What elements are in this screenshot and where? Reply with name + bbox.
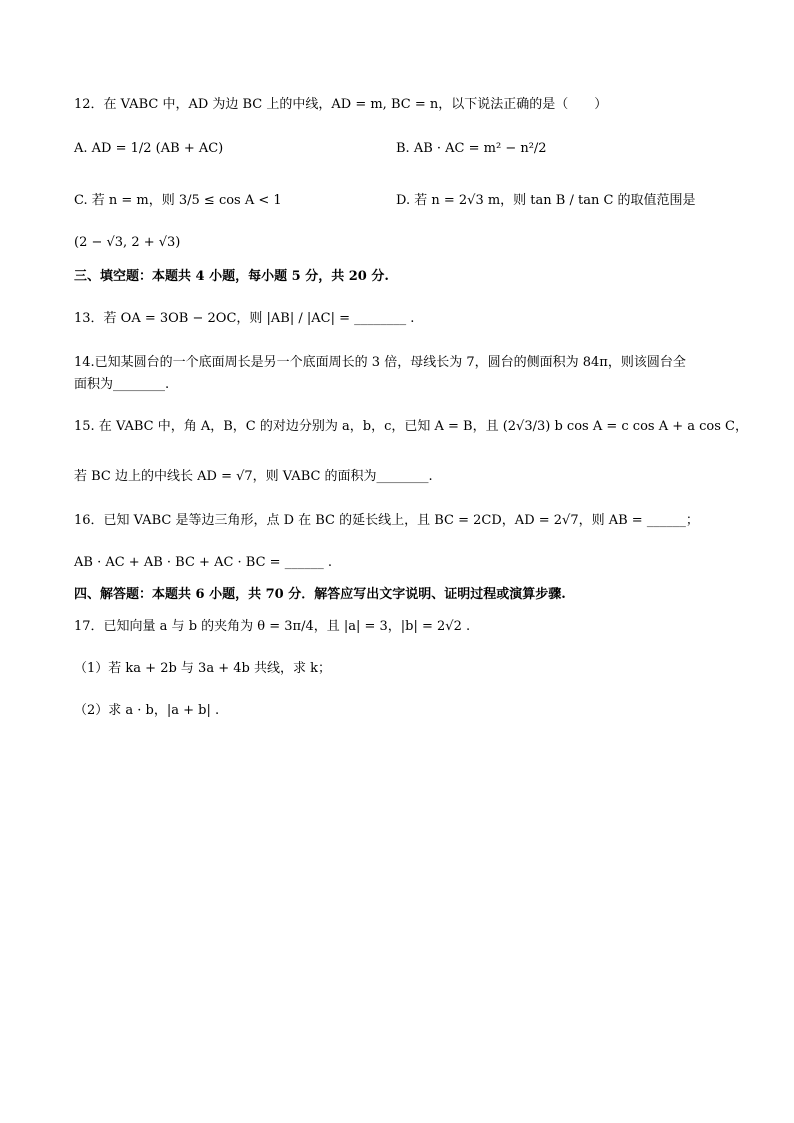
q15-line-1: 15. 在 VABC 中，角 A，B，C 的对边分别为 a，b，c，已知 A = B，且 (2√3/3) b cos A = c cos A + a cos C，	[74, 419, 748, 434]
q12-option-c: C. 若 n = m，则 3/5 ≤ cos A < 1	[74, 193, 282, 208]
q13: 13．若 OA = 3OB − 2OC，则 |AB| / |AC| = ________ .	[74, 311, 415, 326]
section-4-heading: 四、解答题：本题共 6 小题，共 70 分．解答应写出文字说明、证明过程或演算步骤.	[74, 587, 566, 602]
q17-stem: 17．已知向量 a 与 b 的夹角为 θ = 3π/4，且 |a| = 3，|b| = 2√2 .	[74, 619, 471, 634]
q17-part-1: （1）若 ka + 2b 与 3a + 4b 共线，求 k；	[74, 661, 331, 676]
q17-part-2: （2）求 a · b，|a + b| .	[74, 703, 220, 718]
q12-option-b: B. AB · AC = m² − n²/2	[396, 141, 547, 156]
q12-option-a: A. AD = 1/2 (AB + AC)	[74, 141, 224, 156]
q15-line-2: 若 BC 边上的中线长 AD = √7，则 VABC 的面积为________.	[74, 469, 433, 484]
q14-line-1: 14.已知某圆台的一个底面周长是另一个底面周长的 3 倍，母线长为 7，圆台的侧面积为 84π，则该圆台全	[74, 355, 686, 370]
q14-line-2: 面积为________.	[74, 377, 170, 392]
q12-option-d-range: (2 − √3, 2 + √3)	[74, 235, 181, 250]
q12-option-d: D. 若 n = 2√3 m，则 tan B / tan C 的取值范围是	[396, 193, 696, 208]
q12-stem: 12．在 VABC 中，AD 为边 BC 上的中线，AD = m, BC = n，以下说法正确的是（ ）	[74, 97, 608, 112]
section-3-heading: 三、填空题：本题共 4 小题，每小题 5 分，共 20 分.	[74, 269, 389, 284]
q16-line-2: AB · AC + AB · BC + AC · BC = ______ .	[74, 555, 332, 570]
q16-line-1: 16．已知 VABC 是等边三角形，点 D 在 BC 的延长线上，且 BC = 2CD，AD = 2√7，则 AB = ______；	[74, 513, 699, 528]
